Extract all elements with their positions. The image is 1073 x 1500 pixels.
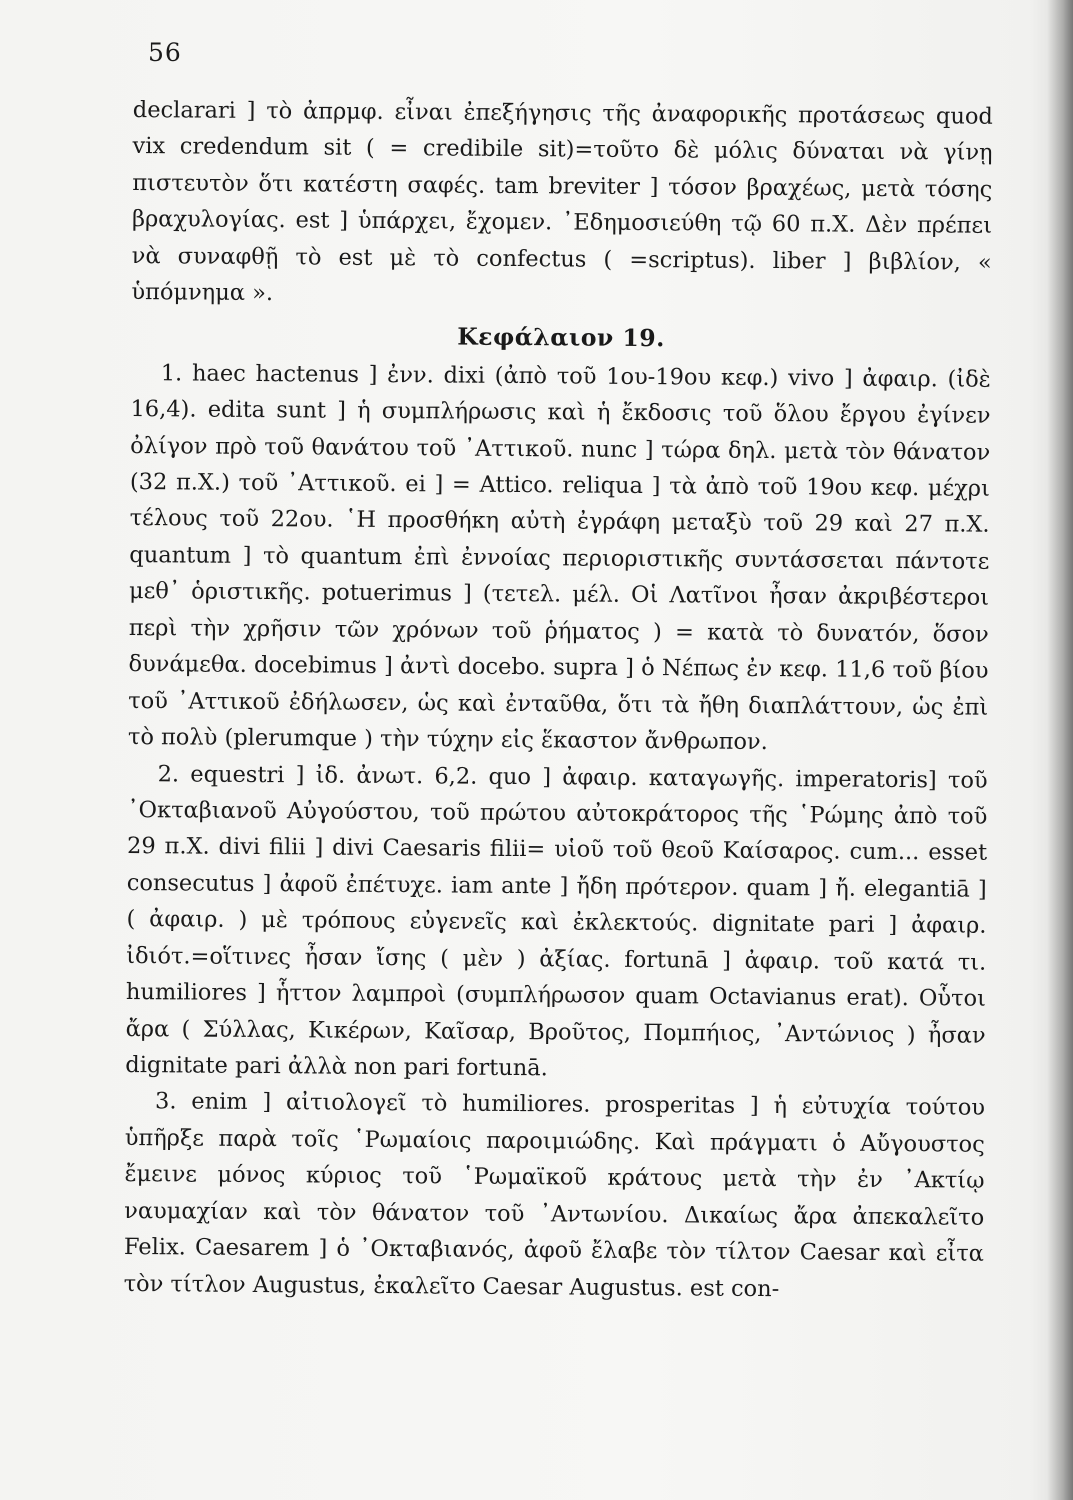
- chapter-heading: Κεφάλαιον 19.: [457, 322, 665, 352]
- page-number: 56: [148, 38, 182, 67]
- commentary-paragraph-3: 3. enim ] αἰτιολογεῖ τὸ humiliores. prosperitas ] ἡ εὐτυχία τούτου ὑπῆρξε παρὰ τοῖς ῾Ρωμαίοις παροιμιώδης. Καὶ πράγματι ὁ Αὔγουστος ἔμεινε μόνος κύριος τοῦ ῾Ρωμαϊκοῦ κράτους μετὰ τὴν ἐν ᾿Ακτίῳ ναυμαχίαν καὶ τὸν θάνατον τοῦ ᾿Αντωνίου. Δικαίως ἄρα ἀπεκαλεῖτο Felix. Caesarem ] ὁ ᾿Οκταβιανός, ἀφοῦ ἔλαβε τὸν τίλτον Caesar καὶ εἶτα τὸν τίτλον Augustus, ἐκαλεῖτο Caesar Augustus. est con-: [123, 1088, 986, 1302]
- commentary-paragraph-1: 1. haec hactenus ] ἐνν. dixi (ἀπὸ τοῦ 1ου-19ου κεφ.) vivo ] ἀφαιρ. (ἰδὲ 16,4). edita sunt ] ἡ συμπλήρωσις καὶ ἡ ἔκδοσις τοῦ ὅλου ἔργου ἐγίνεν ὀλίγον πρὸ τοῦ θανάτου τοῦ ᾿Αττικοῦ. nunc ] τώρα δηλ. μετὰ τὸν θάνατον (32 π.Χ.) τοῦ ᾿Αττικοῦ. ei ] = Attico. reliqua ] τὰ ἀπὸ τοῦ 19ου κεφ. μέχρι τέλους τοῦ 22ου. ῾Η προσθήκη αὐτὴ ἐγράφη μεταξὺ τοῦ 29 καὶ 27 π.Χ. quantum ] τὸ quantum ἐπὶ ἐννοίας περιοριστικῆς συντάσσεται πάντοτε μεθ᾿ ὁριστικῆς. potuerimus ] (τετελ. μέλ. Οἱ Λατῖνοι ἦσαν ἀκριβέστεροι περὶ τὴν χρῆσιν τῶν χρόνων τοῦ ῥήματος ) = κατὰ τὸ δυνατόν, ὅσον δυνάμεθα. docebimus ] ἀντὶ docebo. supra ] ὁ Νέπως ἐν κεφ. 11,6 τοῦ βίου τοῦ ᾿Αττικοῦ ἐδήλωσεν, ὡς καὶ ἐνταῦθα, ὅτι τὰ ἤθη διαπλάττουν, ὡς ἐπὶ τὸ πολὺ (plerumque ) τὴν τύχην εἰς ἕκαστον ἄνθρωπον.: [127, 359, 991, 756]
- page-edge-shadow: [1047, 0, 1073, 1500]
- intro-paragraph: declarari ] τὸ ἀπρμφ. εἶναι ἐπεξήγησις τῆς ἀναφορικῆς προτάσεως quod vix credendum sit ( = credibile sit)=τοῦτο δὲ μόλις δύναται νὰ γίνῃ πιστευτὸν ὅτι κατέστη σαφές. tam breviter ] τόσον βραχέως, μετὰ τόσης βραχυλογίας. est ] ὑπάρχει, ἔχομεν. ᾿Εδημοσιεύθη τῷ 60 π.Χ. Δὲν πρέπει νὰ συναφθῇ τὸ est μὲ τὸ confectus ( =scriptus). liber ] βιβλίον, « ὑπόμνημα ».: [131, 96, 993, 307]
- commentary-paragraph-2: 2. equestri ] ἰδ. ἀνωτ. 6,2. quo ] ἀφαιρ. καταγωγῆς. imperatoris] τοῦ ᾿Οκταβιανοῦ Αὐγούστου, τοῦ πρώτου αὐτοκράτορος τῆς ῾Ρώμης ἀπὸ τοῦ 29 π.Χ. divi filii ] divi Caesaris filii= υἱοῦ τοῦ θεοῦ Καίσαρος. cum... esset consecutus ] ἀφοῦ ἐπέτυχε. iam ante ] ἤδη πρότερον. quam ] ἤ. elegantiā ] ( ἀφαιρ. ) μὲ τρόπους εὐγενεῖς καὶ ἐκλεκτούς. dignitate pari ] ἀφαιρ. ἰδιότ.=οἵτινες ἦσαν ἴσης ( μὲν ) ἀξίας. fortunā ] ἀφαιρ. τοῦ κατά τι. humiliores ] ἧττον λαμπροὶ (συμπλήρωσον quam Octavianus erat). Οὗτοι ἄρα ( Σύλλας, Κικέρων, Καῖσαρ, Βροῦτος, Πομπήιος, ᾿Αντώνιος ) ἦσαν dignitate pari ἀλλὰ non pari fortunā.: [125, 760, 988, 1082]
- commentary-text: [123, 92, 992, 1309]
